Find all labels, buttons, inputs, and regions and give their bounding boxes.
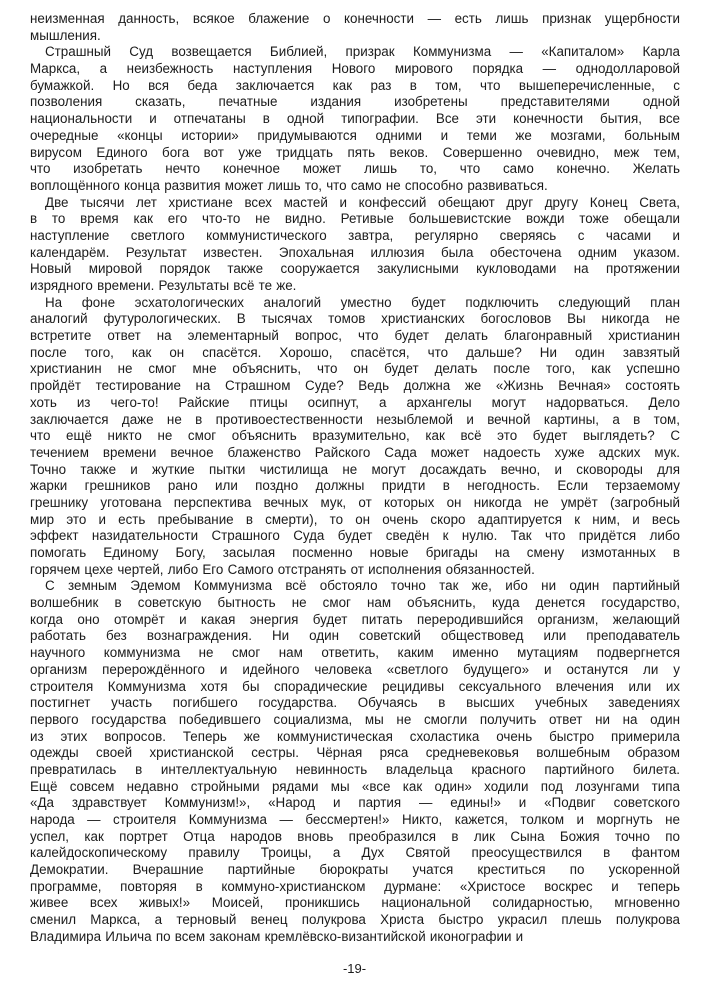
text-line: организм перерождённого и идейного человека «светлого будущего» и останутся ли у (30, 661, 680, 677)
text-line: позволения сказать, печатные издания изобретены представителями одной (30, 94, 680, 110)
text-line: постигнет участь погибшего государства. Обучаясь в высших учебных заведениях (30, 695, 680, 711)
text-line: когда оно отомрёт и какая энергия будет питать переродившийся организм, желающий (30, 611, 680, 627)
text-line: воплощённого конца развития может лишь то, что само не способно развиваться. (30, 177, 548, 193)
text-line: аналогий футурологических. В тысячах томов христианских богословов Вы никогда не (30, 311, 680, 327)
text-line: мир это и есть пребывание в смерти), то он очень скоро адаптируется к ним, и весь (30, 511, 680, 527)
text-line: строителя Коммунизма хотя бы спорадические рецидивы сексуального влечения или их (30, 678, 680, 694)
text-line: что изобретать нечто конечное может лишь то, что само конечно. Желать (30, 161, 680, 177)
text-line: пройдёт тестирование на Страшном Суде? Ведь должна же «Жизнь Вечная» состоять (30, 378, 680, 394)
text-line: научного коммунизма не смог нам ответить, каким именно мутациям подвергнется (30, 645, 680, 661)
text-line: калейдоскопическому правилу Троицы, а Дух Святой преосуществился в фантом (30, 845, 680, 861)
text-line: мышления. (30, 27, 101, 43)
paragraph (30, 578, 680, 945)
text-line: грешнику уготована перспектива вечных мук, от которых он никогда не умрёт (загробный (30, 494, 680, 510)
text-line: вирусом Единого бога вот уже тридцать пять веков. Совершенно очевидно, меж тем, (30, 144, 680, 160)
text-line: горячем цехе чертей, либо Его Самого отстранять от исполнения обязанностей. (30, 561, 535, 577)
text-line: христианин не смог мне объяснить, что он будет делать после того, как успешно (30, 361, 680, 377)
text-line: Владимира Ильича по всем законам кремлёвско-византийской иконографии и (30, 928, 524, 944)
text-line: Страшный Суд возвещается Библией, призрак Коммунизма — «Капиталом» Карла (45, 44, 680, 60)
text-line: народа — строителя Коммунизма — бессмертен!» Никто, кажется, толком и моргнуть не (30, 812, 680, 827)
text-line: Точно также и жуткие пытки чистилища не могут досаждать вечно, и сковороды для (30, 461, 680, 477)
text-line: первого государства победившего социализма, мы не смогли получить ответ ни на один (30, 711, 680, 727)
page-text-body (30, 11, 680, 946)
text-line: национальности и отпечатаны в одной типографии. Все эти конечности бытия, все (30, 111, 680, 127)
text-line: заключается даже не в противоестественности незыблемой и вечной картины, а в том, (30, 411, 680, 427)
text-line: неизменная данность, всякое блажение о конечности — есть лишь признак ущербности (30, 11, 680, 26)
text-line: Ещё совсем недавно стройными рядами мы «все как один» ходили под лозунгами типа (30, 778, 680, 794)
text-line: наступление светлого коммунистического завтра, регулярно сверяясь с часами и (30, 227, 680, 243)
text-line: С земным Эдемом Коммунизма всё обстояло точно так же, ибо ни один партийный (45, 578, 680, 594)
text-line: Две тысячи лет христиане всех мастей и конфессий обещают друг другу Конец Света, (45, 194, 680, 210)
text-line: встретите ответ на элементарный вопрос, что будет делать благонравный христианин (30, 328, 680, 344)
paragraph (30, 295, 680, 579)
text-line: эффект назидательности Страшного Суда будет сведён к нулю. Так что придётся либо (30, 528, 680, 544)
text-line: что ещё никто не смог объяснить вразумительно, как всё это будет выглядеть? С (30, 428, 680, 444)
text-line: живее всех живых!» Моисей, проникшись национальной солидарностью, мгновенно (30, 895, 680, 911)
text-line: в то время как его что-то не видно. Ретивые большевистские вожди тоже обещали (30, 211, 680, 227)
page-number: -19- (342, 961, 367, 976)
paragraph (30, 195, 680, 295)
text-line: бумажкой. Но вся беда заключается как раз в том, что вышеперечисленные, с (30, 77, 680, 93)
paragraph (30, 44, 680, 194)
text-line: после того, как он спасётся. Хорошо, спасётся, что дальше? Ни один завзятый (30, 344, 680, 360)
text-line: программе, повторяя в коммуно-христианском дурмане: «Христосе воскрес и теперь (30, 878, 680, 894)
text-line: помогать Единому Богу, засылая посменно новые бригады на смену измотанных в (30, 545, 680, 560)
text-line: успел, как портрет Отца народов вновь преобразился в лик Сына Божия точно по (30, 828, 680, 844)
text-line: жарки грешников рано или поздно должны придти в негодность. Если терзаемому (30, 478, 680, 494)
text-line: из этих вопросов. Теперь же коммунистическая схоластика очень быстро примерила (30, 728, 680, 744)
text-line: работать без вознаграждения. Ни один советский обществовед или преподаватель (30, 628, 680, 644)
paragraph (30, 11, 680, 44)
text-line: превратилась в интеллектуальную невинность владельца красного партийного билета. (30, 761, 680, 777)
text-line: очередные «концы истории» придумываются одними и теми же мозгами, больным (30, 127, 680, 143)
text-line: Маркса, а неизбежность наступления Нового мирового порядка — однодолларовой (30, 61, 680, 77)
text-line: хоть из чего-то! Райские птицы осипнут, а архангелы могут надорваться. Дело (30, 394, 680, 410)
text-line: сменил Маркса, а терновый венец полукрова Христа быстро украсил плешь полукрова (30, 912, 680, 928)
text-line: изрядного времени. Результаты всё те же. (30, 278, 297, 293)
text-line: На фоне эсхатологических аналогий уместно будет подключить следующий план (45, 294, 680, 310)
text-line: одежды своей христианской сестры. Чёрная ряса средневековья волшебным образом (30, 745, 680, 761)
text-line: Демократии. Вчерашние партийные бюрократы учатся креститься по ускоренной (30, 862, 680, 878)
text-line: Новый мировой порядок также сооружается закулисными кукловодами на протяжении (30, 261, 680, 277)
text-line: календарём. Результат известен. Эпохальная иллюзия была обесточена одним указом. (30, 244, 680, 260)
text-line: течением времени вечное блаженство Райского Сада может надоесть хуже адских мук. (30, 444, 680, 460)
text-line: волшебник в советскую бытность не смог нам объяснить, куда денется государство, (30, 595, 680, 611)
text-line: «Да здравствует Коммунизм!», «Народ и партия — едины!» и «Подвиг советского (30, 795, 680, 811)
